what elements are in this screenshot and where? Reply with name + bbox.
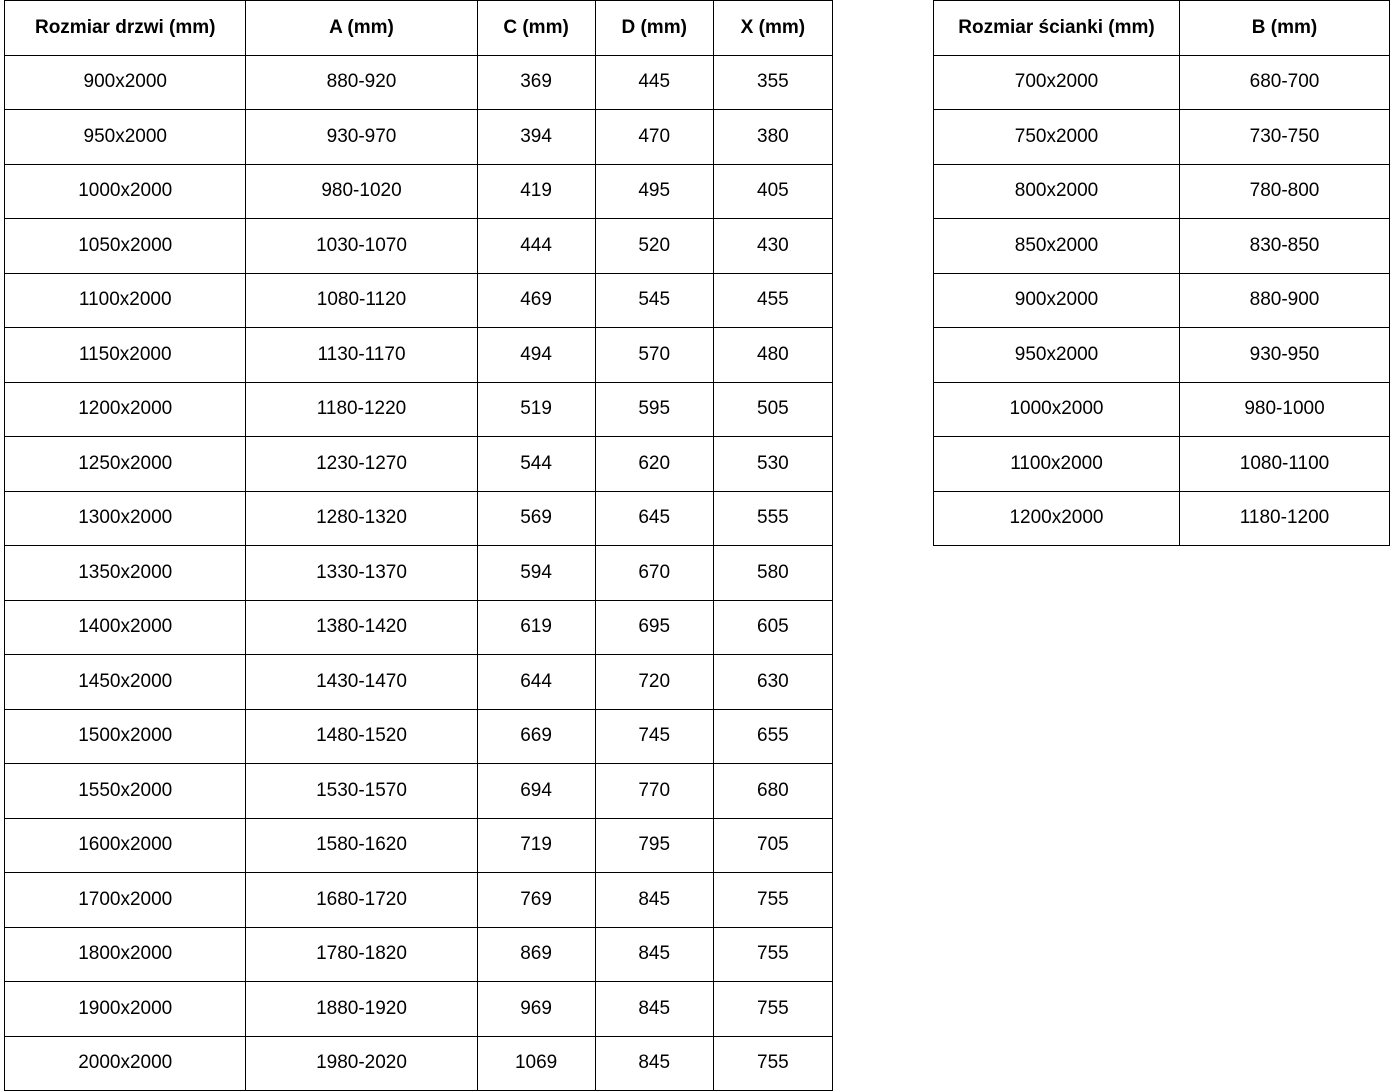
cell-x: 630 [713, 655, 832, 710]
table-row [5, 219, 833, 274]
table-row [934, 437, 1390, 492]
cell-x: 580 [713, 546, 832, 601]
table-row [934, 328, 1390, 383]
cell-x: 605 [713, 600, 832, 655]
cell-wall-size: 700x2000 [934, 55, 1180, 110]
cell-c: 569 [477, 491, 595, 546]
cell-x: 455 [713, 273, 832, 328]
cell-b: 1080-1100 [1180, 437, 1390, 492]
column-header-c: C (mm) [477, 1, 595, 56]
cell-door-size: 1200x2000 [5, 382, 246, 437]
cell-a: 930-970 [246, 110, 477, 165]
cell-d: 620 [595, 437, 713, 492]
cell-a: 1780-1820 [246, 927, 477, 982]
cell-d: 770 [595, 764, 713, 819]
cell-c: 494 [477, 328, 595, 383]
table-row [5, 273, 833, 328]
cell-x: 505 [713, 382, 832, 437]
cell-door-size: 2000x2000 [5, 1036, 246, 1091]
cell-d: 720 [595, 655, 713, 710]
cell-a: 1580-1620 [246, 818, 477, 873]
table-row [5, 982, 833, 1037]
cell-a: 880-920 [246, 55, 477, 110]
cell-c: 469 [477, 273, 595, 328]
cell-d: 845 [595, 982, 713, 1037]
cell-a: 1180-1220 [246, 382, 477, 437]
cell-wall-size: 900x2000 [934, 273, 1180, 328]
table-row [5, 764, 833, 819]
cell-c: 544 [477, 437, 595, 492]
cell-x: 705 [713, 818, 832, 873]
cell-a: 1880-1920 [246, 982, 477, 1037]
cell-wall-size: 800x2000 [934, 164, 1180, 219]
cell-door-size: 1250x2000 [5, 437, 246, 492]
table-header-row [5, 1, 833, 56]
column-header-d: D (mm) [595, 1, 713, 56]
column-header-wall-size: Rozmiar ścianki (mm) [934, 1, 1180, 56]
table-row [5, 491, 833, 546]
cell-d: 445 [595, 55, 713, 110]
cell-a: 1230-1270 [246, 437, 477, 492]
cell-x: 680 [713, 764, 832, 819]
table-row [5, 328, 833, 383]
cell-wall-size: 1200x2000 [934, 491, 1180, 546]
cell-d: 745 [595, 709, 713, 764]
cell-d: 545 [595, 273, 713, 328]
cell-c: 1069 [477, 1036, 595, 1091]
table-row [5, 709, 833, 764]
cell-x: 555 [713, 491, 832, 546]
cell-x: 380 [713, 110, 832, 165]
cell-a: 1680-1720 [246, 873, 477, 928]
cell-d: 845 [595, 927, 713, 982]
table-row [934, 55, 1390, 110]
cell-wall-size: 850x2000 [934, 219, 1180, 274]
cell-wall-size: 1000x2000 [934, 382, 1180, 437]
cell-d: 795 [595, 818, 713, 873]
cell-door-size: 900x2000 [5, 55, 246, 110]
cell-door-size: 1700x2000 [5, 873, 246, 928]
cell-a: 1430-1470 [246, 655, 477, 710]
cell-c: 694 [477, 764, 595, 819]
table-row [5, 546, 833, 601]
table-row [5, 382, 833, 437]
cell-door-size: 1900x2000 [5, 982, 246, 1037]
table-row [934, 219, 1390, 274]
cell-door-size: 1400x2000 [5, 600, 246, 655]
cell-c: 869 [477, 927, 595, 982]
column-header-b: B (mm) [1180, 1, 1390, 56]
cell-d: 670 [595, 546, 713, 601]
cell-x: 430 [713, 219, 832, 274]
cell-a: 1130-1170 [246, 328, 477, 383]
cell-d: 595 [595, 382, 713, 437]
cell-x: 530 [713, 437, 832, 492]
table-row [5, 1036, 833, 1091]
cell-x: 755 [713, 927, 832, 982]
cell-door-size: 1150x2000 [5, 328, 246, 383]
cell-x: 755 [713, 1036, 832, 1091]
cell-b: 730-750 [1180, 110, 1390, 165]
cell-a: 1080-1120 [246, 273, 477, 328]
cell-x: 655 [713, 709, 832, 764]
cell-d: 695 [595, 600, 713, 655]
cell-door-size: 1000x2000 [5, 164, 246, 219]
cell-door-size: 1550x2000 [5, 764, 246, 819]
wall-size-table-wrapper [933, 0, 1390, 546]
table-row [934, 491, 1390, 546]
cell-b: 830-850 [1180, 219, 1390, 274]
cell-c: 619 [477, 600, 595, 655]
cell-c: 444 [477, 219, 595, 274]
cell-door-size: 1800x2000 [5, 927, 246, 982]
cell-a: 1030-1070 [246, 219, 477, 274]
cell-door-size: 1500x2000 [5, 709, 246, 764]
column-header-a: A (mm) [246, 1, 477, 56]
table-row [934, 164, 1390, 219]
table-row [5, 164, 833, 219]
cell-c: 519 [477, 382, 595, 437]
cell-a: 1330-1370 [246, 546, 477, 601]
cell-c: 419 [477, 164, 595, 219]
cell-c: 969 [477, 982, 595, 1037]
wall-size-table [933, 0, 1390, 546]
cell-door-size: 1050x2000 [5, 219, 246, 274]
table-row [5, 437, 833, 492]
column-header-door-size: Rozmiar drzwi (mm) [5, 1, 246, 56]
table-row [5, 927, 833, 982]
cell-door-size: 1350x2000 [5, 546, 246, 601]
cell-a: 1480-1520 [246, 709, 477, 764]
cell-b: 880-900 [1180, 273, 1390, 328]
cell-b: 1180-1200 [1180, 491, 1390, 546]
table-row [934, 273, 1390, 328]
cell-door-size: 1600x2000 [5, 818, 246, 873]
table-row [5, 818, 833, 873]
table-row [5, 55, 833, 110]
cell-b: 780-800 [1180, 164, 1390, 219]
cell-c: 369 [477, 55, 595, 110]
cell-x: 755 [713, 873, 832, 928]
wall-size-table-body [934, 55, 1390, 546]
cell-d: 845 [595, 1036, 713, 1091]
cell-b: 680-700 [1180, 55, 1390, 110]
door-size-table-head [5, 1, 833, 56]
table-header-row [934, 1, 1390, 56]
cell-b: 930-950 [1180, 328, 1390, 383]
cell-x: 755 [713, 982, 832, 1037]
cell-d: 645 [595, 491, 713, 546]
cell-c: 769 [477, 873, 595, 928]
cell-door-size: 1450x2000 [5, 655, 246, 710]
table-row [5, 873, 833, 928]
cell-a: 1280-1320 [246, 491, 477, 546]
cell-c: 594 [477, 546, 595, 601]
cell-door-size: 1100x2000 [5, 273, 246, 328]
cell-b: 980-1000 [1180, 382, 1390, 437]
cell-c: 394 [477, 110, 595, 165]
cell-d: 570 [595, 328, 713, 383]
cell-door-size: 950x2000 [5, 110, 246, 165]
cell-d: 845 [595, 873, 713, 928]
cell-door-size: 1300x2000 [5, 491, 246, 546]
table-row [5, 110, 833, 165]
cell-d: 520 [595, 219, 713, 274]
cell-x: 480 [713, 328, 832, 383]
table-row [5, 600, 833, 655]
wall-size-table-head [934, 1, 1390, 56]
cell-a: 980-1020 [246, 164, 477, 219]
cell-d: 495 [595, 164, 713, 219]
cell-wall-size: 1100x2000 [934, 437, 1180, 492]
cell-wall-size: 950x2000 [934, 328, 1180, 383]
door-size-table [4, 0, 833, 1091]
cell-c: 719 [477, 818, 595, 873]
cell-c: 644 [477, 655, 595, 710]
cell-d: 470 [595, 110, 713, 165]
door-size-table-body [5, 55, 833, 1091]
table-row [5, 655, 833, 710]
table-row [934, 110, 1390, 165]
cell-a: 1980-2020 [246, 1036, 477, 1091]
cell-c: 669 [477, 709, 595, 764]
cell-a: 1530-1570 [246, 764, 477, 819]
table-row [934, 382, 1390, 437]
cell-x: 405 [713, 164, 832, 219]
column-header-x: X (mm) [713, 1, 832, 56]
cell-x: 355 [713, 55, 832, 110]
cell-wall-size: 750x2000 [934, 110, 1180, 165]
cell-a: 1380-1420 [246, 600, 477, 655]
